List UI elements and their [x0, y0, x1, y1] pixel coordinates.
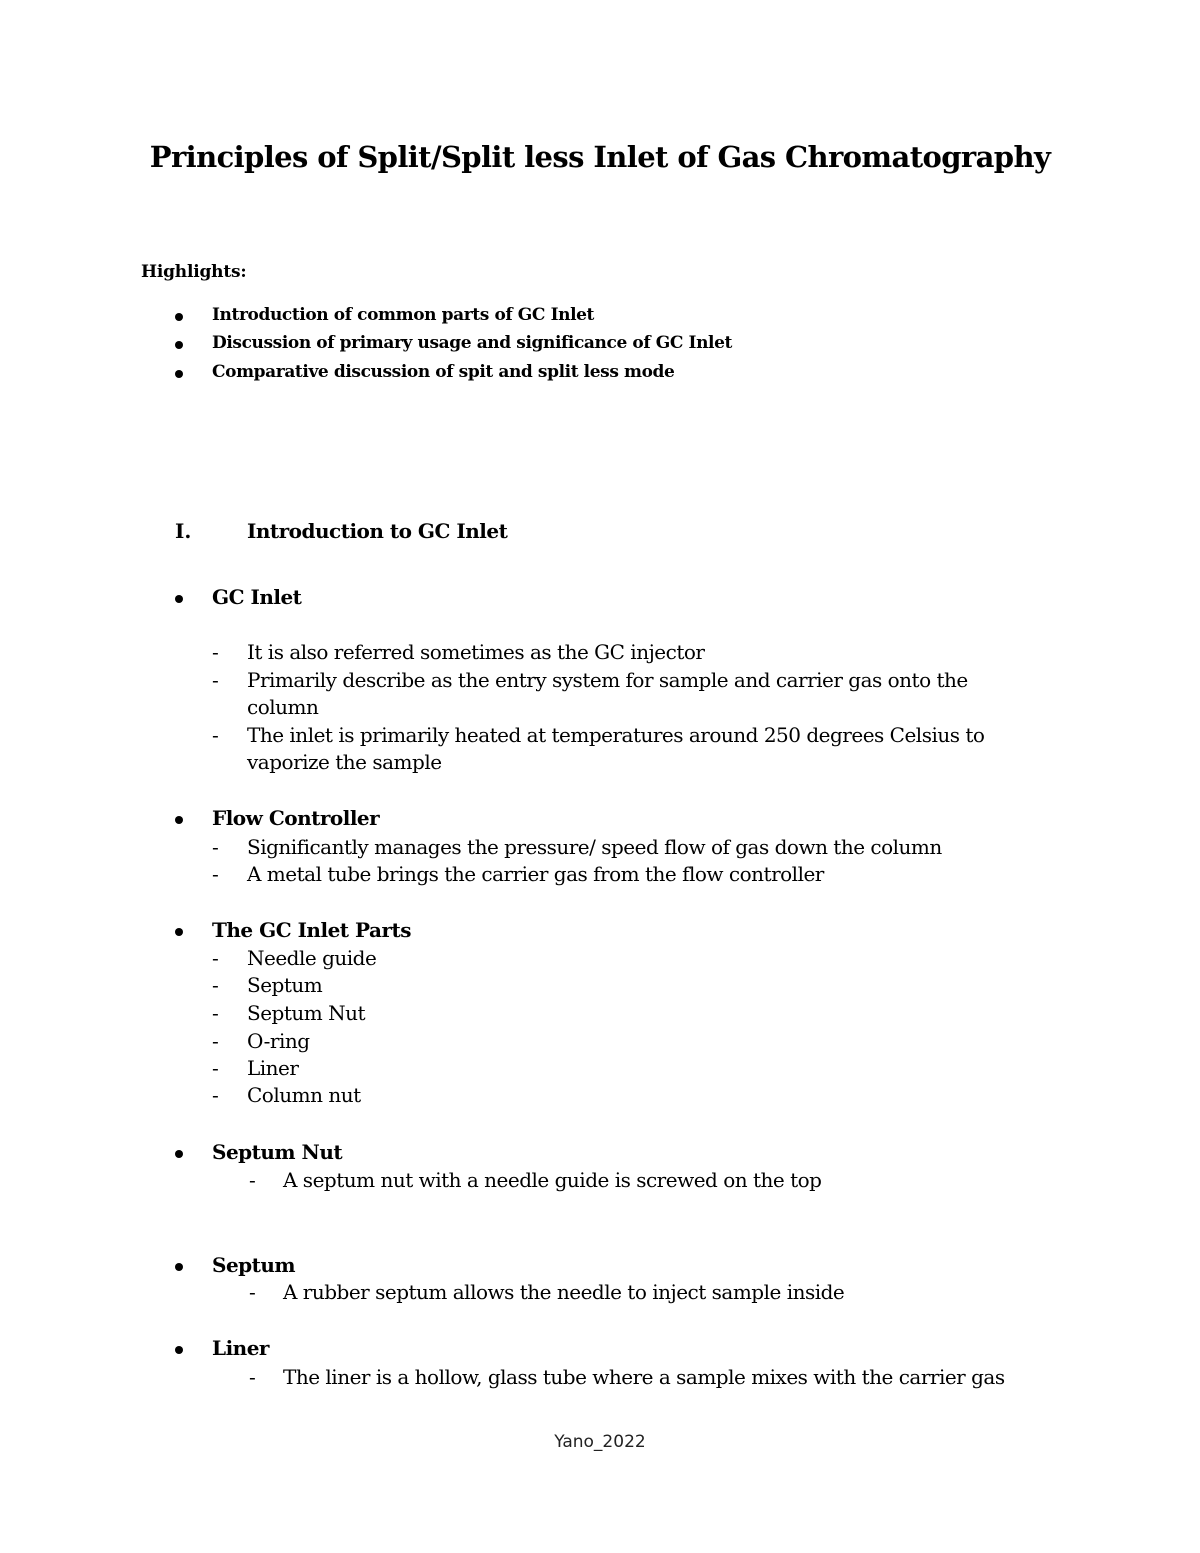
bullet-icon: [175, 1150, 183, 1158]
bullet-icon: [175, 595, 183, 603]
list-item: Liner: [247, 1056, 299, 1080]
list-item: Significantly manages the pressure/ speed flow of gas down the column: [247, 835, 942, 859]
page-title: Principles of Split/Split less Inlet of Gas Chromatography: [149, 140, 1051, 174]
dash-marker: -: [212, 1083, 219, 1107]
topic-heading-septum-nut: Septum Nut: [212, 1140, 343, 1164]
list-item: The liner is a hollow, glass tube where a sample mixes with the carrier gas: [283, 1365, 1005, 1389]
dash-marker: -: [212, 973, 219, 997]
dash-marker: -: [212, 1001, 219, 1025]
dash-marker: -: [249, 1280, 256, 1304]
highlight-item: Comparative discussion of spit and split less mode: [212, 362, 675, 382]
dash-marker: -: [212, 835, 219, 859]
bullet-icon: [175, 1346, 183, 1354]
list-item: O-ring: [247, 1029, 310, 1053]
topic-heading-inlet-parts: The GC Inlet Parts: [212, 918, 411, 942]
bullet-icon: [175, 928, 183, 936]
page-footer: Yano_2022: [554, 1432, 646, 1452]
dash-marker: -: [212, 862, 219, 886]
bullet-icon: [175, 313, 183, 321]
list-item: Needle guide: [247, 946, 377, 970]
list-item: The inlet is primarily heated at temperatures around 250 degrees Celsius to: [247, 723, 985, 747]
list-item: Column nut: [247, 1083, 361, 1107]
topic-heading-septum: Septum: [212, 1253, 296, 1277]
bullet-icon: [175, 370, 183, 378]
topic-heading-liner: Liner: [212, 1336, 269, 1360]
highlight-item: Introduction of common parts of GC Inlet: [212, 305, 595, 325]
dash-marker: -: [212, 668, 219, 692]
dash-marker: -: [212, 640, 219, 664]
section-title: Introduction to GC Inlet: [247, 519, 508, 543]
list-item-continuation: vaporize the sample: [247, 750, 442, 774]
list-item: A rubber septum allows the needle to inject sample inside: [283, 1280, 845, 1304]
topic-heading-flow-controller: Flow Controller: [212, 806, 380, 830]
dash-marker: -: [212, 1029, 219, 1053]
bullet-icon: [175, 341, 183, 349]
list-item-continuation: column: [247, 695, 319, 719]
topic-heading-gc-inlet: GC Inlet: [212, 585, 302, 609]
highlights-label: Highlights:: [141, 262, 247, 282]
dash-marker: -: [249, 1168, 256, 1192]
list-item: Septum: [247, 973, 323, 997]
list-item: Septum Nut: [247, 1001, 365, 1025]
dash-marker: -: [212, 723, 219, 747]
list-item: Primarily describe as the entry system for sample and carrier gas onto the: [247, 668, 968, 692]
list-item: It is also referred sometimes as the GC injector: [247, 640, 705, 664]
list-item: A metal tube brings the carrier gas from the flow controller: [247, 862, 824, 886]
dash-marker: -: [249, 1365, 256, 1389]
dash-marker: -: [212, 1056, 219, 1080]
highlight-item: Discussion of primary usage and significance of GC Inlet: [212, 333, 732, 353]
section-number: I.: [175, 519, 192, 543]
list-item: A septum nut with a needle guide is screwed on the top: [283, 1168, 822, 1192]
bullet-icon: [175, 1263, 183, 1271]
bullet-icon: [175, 816, 183, 824]
dash-marker: -: [212, 946, 219, 970]
